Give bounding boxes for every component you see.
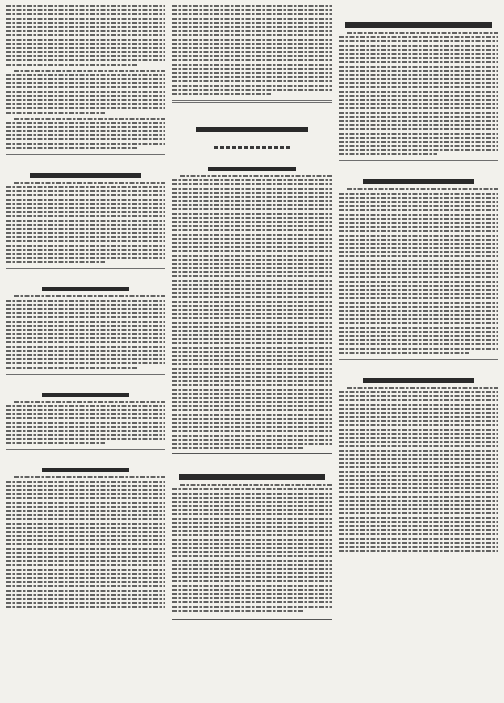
section-heading-mark [42, 468, 130, 472]
section-divider [339, 160, 498, 161]
masthead-title [172, 107, 331, 123]
section-heading-mark [363, 179, 475, 184]
section-heading-mark [30, 173, 142, 178]
masthead-title-mark [196, 127, 308, 132]
section-heading [172, 153, 331, 163]
section-divider [172, 100, 331, 103]
article-text [6, 295, 165, 368]
section-heading-mark [42, 393, 130, 397]
section-divider [6, 449, 165, 450]
section-heading-mark [363, 378, 475, 383]
section-heading [339, 364, 498, 374]
article-text [6, 182, 165, 264]
article-text [172, 484, 331, 612]
section-divider [6, 154, 165, 155]
section-heading [6, 379, 165, 389]
section-heading-mark [42, 287, 130, 291]
section-heading-mark [208, 167, 296, 171]
article-text [6, 118, 165, 149]
article-text [6, 476, 165, 608]
section-heading-mark [179, 474, 326, 480]
article-text [339, 387, 498, 552]
section-divider [339, 359, 498, 360]
boxed-notice [172, 453, 331, 620]
dateline-mark [214, 146, 290, 149]
section-divider [6, 374, 165, 375]
column-2 [172, 5, 331, 697]
section-heading [339, 8, 498, 18]
article-text [6, 5, 165, 66]
dateline [172, 136, 331, 143]
article-text [339, 32, 498, 155]
article-text [6, 70, 165, 114]
section-heading [6, 273, 165, 283]
section-heading [339, 165, 498, 175]
article-text [339, 188, 498, 353]
article-text [172, 175, 331, 449]
column-3 [339, 5, 498, 697]
column-1 [6, 5, 165, 697]
section-divider [6, 268, 165, 269]
section-heading [6, 454, 165, 464]
section-heading [6, 159, 165, 169]
section-heading-mark [345, 22, 492, 28]
article-text [6, 401, 165, 445]
section-heading [172, 460, 331, 470]
article-text [172, 5, 331, 95]
